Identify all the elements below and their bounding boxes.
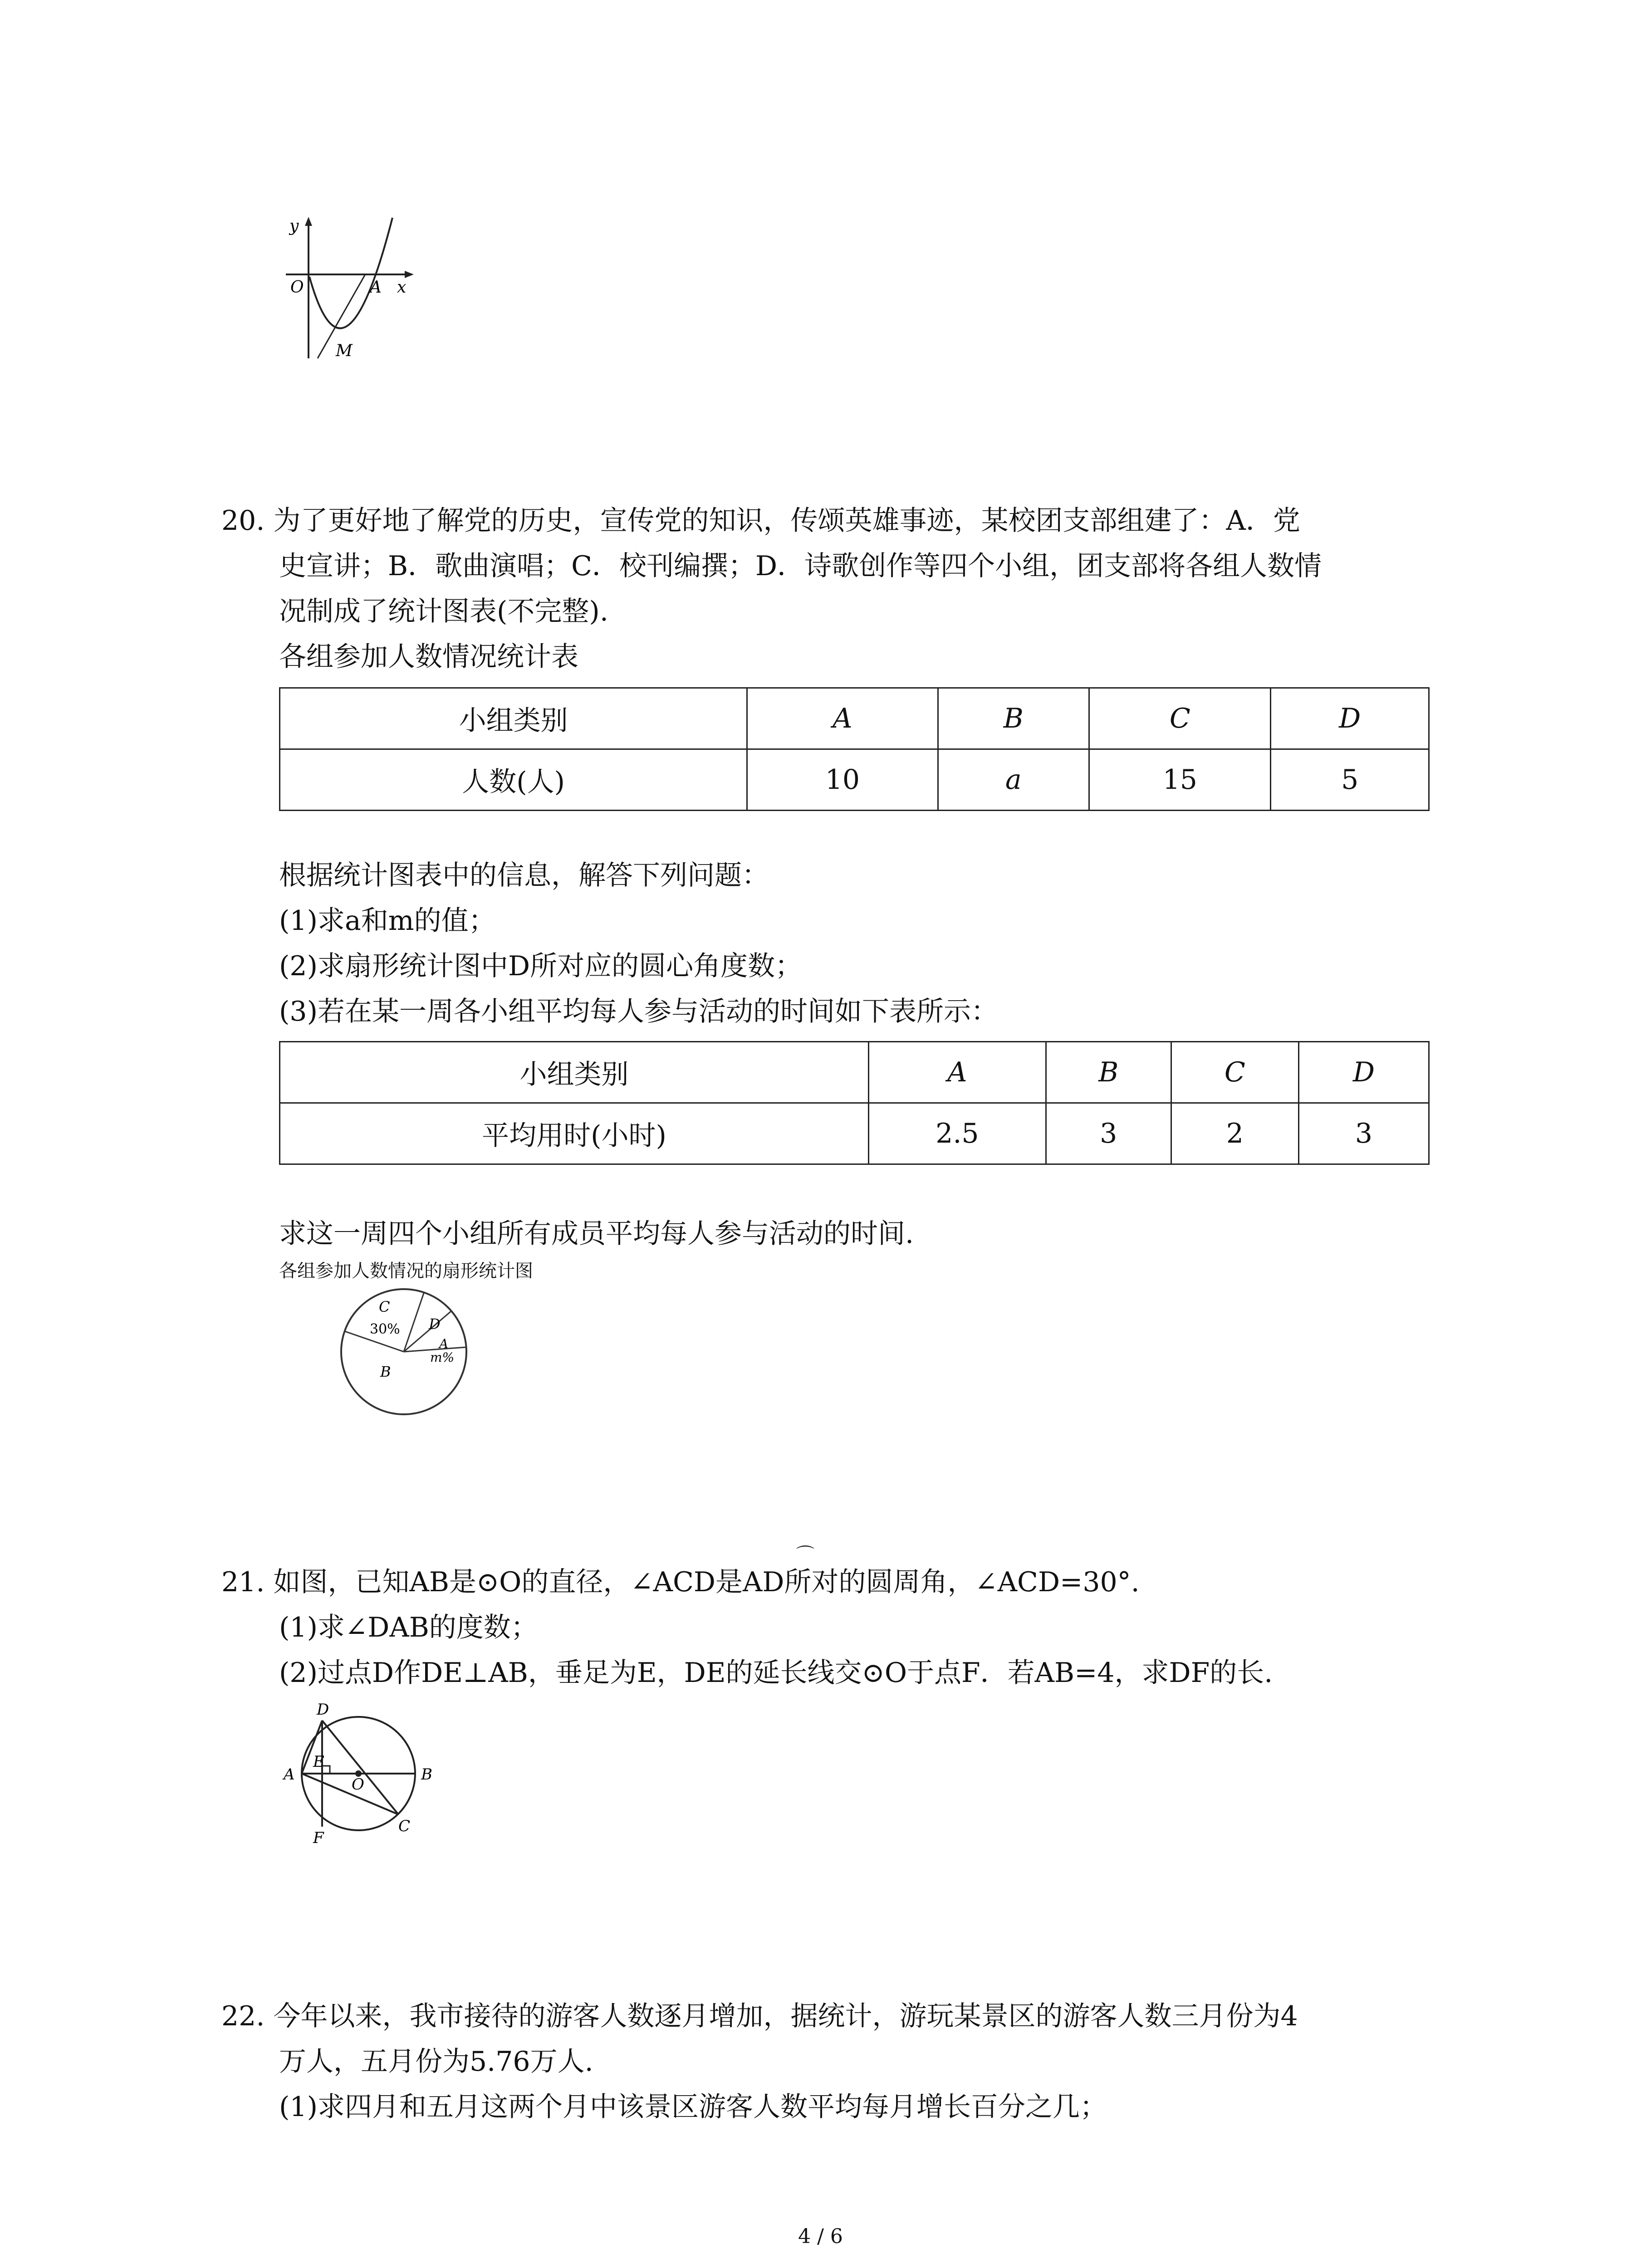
- pie-label-c-pct: 30%: [370, 1321, 400, 1337]
- fig19-x: x: [397, 278, 407, 297]
- fig21-f: F: [313, 1829, 324, 1847]
- q21-part1: (1)求∠DAB的度数；: [279, 1612, 538, 1643]
- t1-header-d: D: [1271, 688, 1429, 749]
- t2-cell-b: 3: [1046, 1103, 1171, 1164]
- q20-line1: 20. 为了更好地了解党的历史，宣传党的知识，传颂英雄事迹，某校团支部组建了：A．党: [221, 505, 1300, 537]
- t1-cell-c: 15: [1089, 749, 1271, 811]
- fig21-e: E: [313, 1753, 324, 1771]
- t2-row-label: 平均用时(小时): [280, 1103, 869, 1164]
- t2-cell-d: 3: [1298, 1103, 1429, 1164]
- pie-label-b: B: [380, 1363, 391, 1380]
- t1-row-label: 人数(人): [280, 749, 747, 811]
- q22-part1: (1)求四月和五月这两个月中该景区游客人数平均每月增长百分之几；: [279, 2091, 1107, 2123]
- fig21-b: B: [421, 1765, 432, 1784]
- circle-figure: [277, 1699, 445, 1851]
- q20-prompt: 根据统计图表中的信息，解答下列问题：: [279, 860, 769, 891]
- pie-caption: 各组参加人数情况的扇形统计图: [279, 1261, 533, 1281]
- time-table: [279, 1041, 1430, 1165]
- table1-title: 各组参加人数情况统计表: [279, 641, 578, 673]
- fig21-c: C: [398, 1817, 411, 1835]
- pie-label-m-pct: m%: [430, 1350, 455, 1365]
- t2-header-a: A: [869, 1042, 1046, 1103]
- t1-header-a: A: [747, 688, 938, 749]
- q21-line1: 21. 如图，已知AB是⊙O的直径，∠ACD是AD所对的圆周角，∠ACD=30°.: [221, 1566, 1140, 1598]
- fig21-d: D: [317, 1701, 329, 1719]
- q22-line1: 22. 今年以来，我市接待的游客人数逐月增加，据统计，游玩某景区的游客人数三月份为4: [221, 2000, 1298, 2032]
- pie-label-a: A: [439, 1336, 449, 1351]
- t1-cell-d: 5: [1271, 749, 1429, 811]
- fig21-a: A: [284, 1765, 295, 1784]
- fig19-m: M: [336, 342, 353, 360]
- q20-line3: 况制成了统计图表(不完整).: [279, 596, 608, 627]
- q20-ask: 求这一周四个小组所有成员平均每人参与活动的时间.: [279, 1218, 914, 1250]
- page-number: 4 / 6: [798, 2225, 843, 2248]
- q20-line2: 史宣讲；B．歌曲演唱；C．校刊编撰；D．诗歌创作等四个小组，团支部将各组人数情: [279, 550, 1322, 582]
- t2-cell-c: 2: [1171, 1103, 1298, 1164]
- fig21-o: O: [352, 1775, 364, 1794]
- q20-part1: (1)求a和m的值；: [279, 905, 496, 937]
- t1-header-c: C: [1089, 688, 1271, 749]
- people-count-table: [279, 687, 1430, 811]
- fig19-y: y: [289, 217, 299, 235]
- t2-header-c: C: [1171, 1042, 1298, 1103]
- pie-label-c: C: [379, 1298, 390, 1315]
- fig19-o: O: [290, 278, 304, 297]
- q20-part3: (3)若在某一周各小组平均每人参与活动的时间如下表所示：: [279, 996, 998, 1027]
- t2-header-b: B: [1046, 1042, 1171, 1103]
- t2-header-category: 小组类别: [280, 1042, 869, 1103]
- pie-figure: [336, 1284, 472, 1420]
- t2-header-d: D: [1298, 1042, 1429, 1103]
- q21-part2: (2)过点D作DE⊥AB，垂足为E，DE的延长线交⊙O于点F．若AB=4，求DF的长.: [279, 1657, 1273, 1689]
- t2-cell-a: 2.5: [869, 1103, 1046, 1164]
- q22-line2: 万人，五月份为5.76万人.: [279, 2046, 593, 2077]
- arc-mark: ⌒: [796, 1545, 814, 1565]
- q20-part2: (2)求扇形统计图中D所对应的圆心角度数；: [279, 950, 803, 982]
- t1-cell-b: a: [938, 749, 1089, 811]
- t1-header-category: 小组类别: [280, 688, 747, 749]
- t1-cell-a: 10: [747, 749, 938, 811]
- pie-label-d: D: [429, 1315, 441, 1333]
- fig19-a: A: [370, 278, 382, 297]
- parabola-figure: [272, 213, 422, 367]
- t1-header-b: B: [938, 688, 1089, 749]
